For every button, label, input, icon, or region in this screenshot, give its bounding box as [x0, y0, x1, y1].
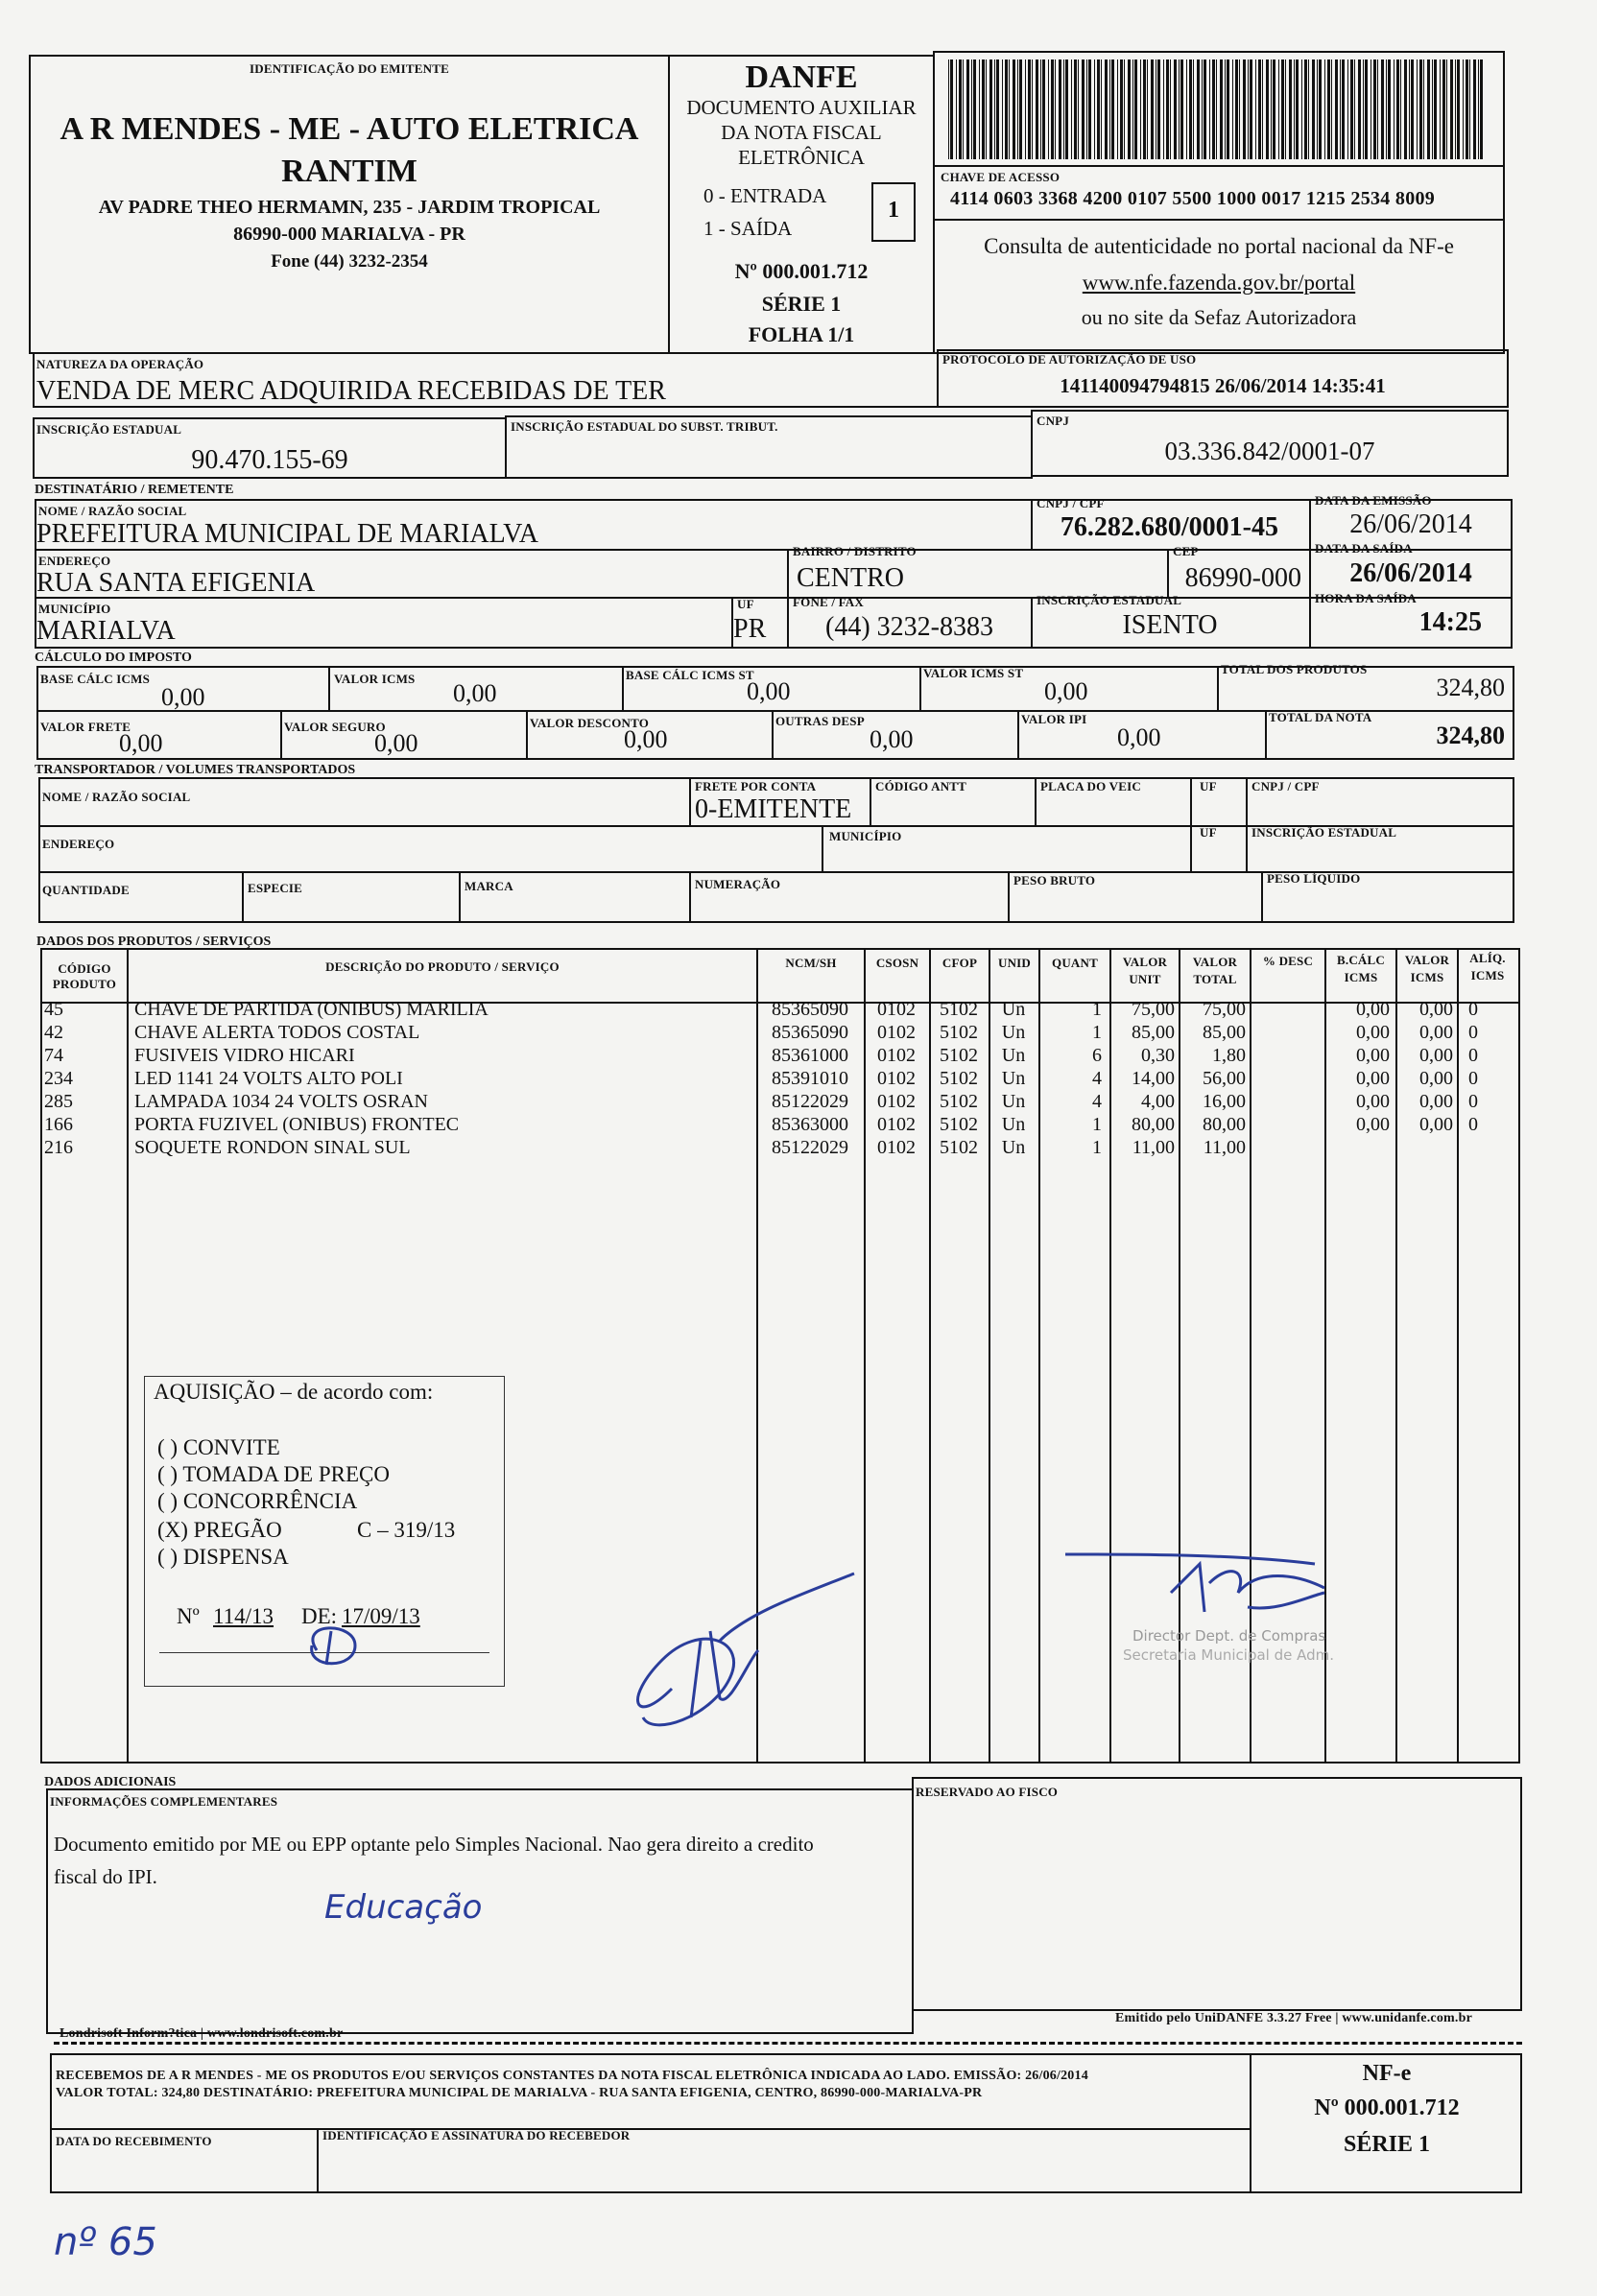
cell-descricao: PORTA FUZIVEL (ONIBUS) FRONTEC — [134, 1114, 460, 1135]
emitente-phone: Fone (44) 3232-2354 — [271, 251, 428, 272]
cell-cfop: 5102 — [940, 1091, 978, 1112]
cell-quant: 4 — [1092, 1068, 1102, 1089]
h-bcalc: B.CÁLC ICMS — [1337, 953, 1385, 984]
transp-peso-bruto-label: PESO BRUTO — [1013, 873, 1096, 888]
emitente-name-2: RANTIM — [281, 154, 417, 189]
danfe-folha: FOLHA 1/1 — [748, 322, 855, 346]
cell-vunit: 75,00 — [1132, 999, 1175, 1020]
frete-label: VALOR FRETE — [40, 720, 131, 734]
stamp-pregao-num: C – 319/13 — [357, 1518, 456, 1542]
dest-cnpj-label: CNPJ / CPF — [1037, 496, 1105, 510]
handwritten-note: nº 65 — [54, 2220, 157, 2264]
transp-uf2-label: UF — [1200, 825, 1217, 840]
info-line1: Documento emitido por ME ou EPP optante pelo Simples Nacional. Nao gera direito a credito — [54, 1833, 814, 1856]
cell-vtotal: 75,00 — [1203, 999, 1246, 1020]
cell-vunit: 14,00 — [1132, 1068, 1175, 1089]
dest-cep-label: CEP — [1173, 544, 1199, 558]
imposto-section: CÁLCULO DO IMPOSTO — [35, 651, 192, 665]
cell-unid: Un — [1001, 1068, 1026, 1089]
dest-ie-label: INSCRIÇÃO ESTADUAL — [1037, 593, 1182, 607]
cell-unid: Un — [1001, 1045, 1026, 1066]
produtos-section: DADOS DOS PRODUTOS / SERVIÇOS — [36, 935, 272, 949]
total-nota-label: TOTAL DA NOTA — [1269, 710, 1372, 724]
transp-especie-label: ESPECIE — [248, 881, 303, 895]
footer-right[interactable]: Emitido pelo UniDANFE 3.3.27 Free | www.unidanfe.com.br — [1115, 2011, 1472, 2025]
transp-municipio-label: MUNICÍPIO — [829, 829, 902, 843]
cell-csosn: 0102 — [877, 1045, 916, 1066]
cell-cfop: 5102 — [940, 999, 978, 1020]
danfe-saida: 1 - SAÍDA — [703, 217, 793, 240]
cell-bcalc: 0,00 — [1356, 1091, 1390, 1112]
cell-codigo: 216 — [44, 1137, 73, 1158]
cell-aliq: 0 — [1468, 1114, 1478, 1135]
transp-endereco-label: ENDEREÇO — [42, 837, 115, 851]
cell-descricao: LAMPADA 1034 24 VOLTS OSRAN — [134, 1091, 428, 1112]
h-desc: % DESC — [1262, 954, 1314, 968]
h-quant: QUANT — [1052, 956, 1098, 970]
stamp-pregao: (X) PREGÃO — [157, 1518, 282, 1542]
seguro: 0,00 — [374, 729, 418, 757]
cell-ncm: 85122029 — [772, 1137, 848, 1158]
seguro-label: VALOR SEGURO — [284, 720, 386, 734]
cell-cfop: 5102 — [940, 1137, 978, 1158]
stamp-de-label: DE: — [301, 1604, 338, 1628]
stamp-data: 17/09/13 — [342, 1604, 420, 1628]
cell-ncm: 85391010 — [772, 1068, 848, 1089]
handwritten-educacao: Educação — [324, 1888, 483, 1927]
dest-municipio-label: MUNICÍPIO — [38, 602, 111, 616]
valor-st: 0,00 — [1044, 677, 1088, 705]
transp-nome-label: NOME / RAZÃO SOCIAL — [42, 790, 191, 804]
cell-csosn: 0102 — [877, 1068, 916, 1089]
cell-vicms: 0,00 — [1419, 1022, 1453, 1043]
transp-peso-liq-label: PESO LÍQUIDO — [1267, 871, 1361, 886]
cell-bcalc: 0,00 — [1356, 1068, 1390, 1089]
cell-vicms: 0,00 — [1419, 1091, 1453, 1112]
cell-vtotal: 1,80 — [1212, 1045, 1246, 1066]
destinatario-section: DESTINATÁRIO / REMETENTE — [35, 483, 234, 497]
cell-vunit: 11,00 — [1132, 1137, 1175, 1158]
transp-marca-label: MARCA — [465, 879, 513, 893]
emitente-section-label: IDENTIFICAÇÃO DO EMITENTE — [250, 61, 449, 76]
canhoto-assinatura-label: IDENTIFICAÇÃO E ASSINATURA DO RECEBEDOR — [322, 2128, 631, 2142]
cell-codigo: 74 — [44, 1045, 63, 1066]
canhoto-line2: VALOR TOTAL: 324,80 DESTINATÁRIO: PREFEITURA MUNICIPAL DE MARIALVA - RUA SANTA EFIGENIA, CENTRO, 86990-000-MARIALVA-PR — [56, 2086, 983, 2100]
signature-2 — [1056, 1526, 1344, 1669]
transportador-section: TRANSPORTADOR / VOLUMES TRANSPORTADOS — [35, 763, 356, 777]
cell-cfop: 5102 — [940, 1045, 978, 1066]
footer-left[interactable]: Londrisoft Inform?tica | www.londrisoft.com.br — [60, 2026, 344, 2041]
stamp-tomada: ( ) TOMADA DE PREÇO — [157, 1462, 390, 1486]
dest-saida: 26/06/2014 — [1349, 558, 1472, 588]
emitente-address: AV PADRE THEO HERMAMN, 235 - JARDIM TROPICAL — [98, 197, 601, 218]
cell-vunit: 4,00 — [1141, 1091, 1175, 1112]
cell-ncm: 85122029 — [772, 1091, 848, 1112]
cell-aliq: 0 — [1468, 1068, 1478, 1089]
natureza-label: NATUREZA DA OPERAÇÃO — [36, 357, 204, 371]
cell-csosn: 0102 — [877, 1091, 916, 1112]
outras: 0,00 — [870, 725, 914, 753]
h-ncm: NCM/SH — [785, 956, 837, 970]
canhoto-serie: SÉRIE 1 — [1343, 2132, 1431, 2157]
cell-ncm: 85361000 — [772, 1045, 848, 1066]
dest-bairro: CENTRO — [797, 563, 904, 593]
dest-saida-label: DATA DA SAÍDA — [1315, 541, 1413, 556]
dest-fone: (44) 3232-8383 — [825, 612, 993, 642]
dest-bairro-label: BAIRRO / DISTRITO — [793, 544, 917, 558]
ipi-label: VALOR IPI — [1021, 712, 1087, 726]
cell-csosn: 0102 — [877, 1114, 916, 1135]
cell-aliq: 0 — [1468, 1091, 1478, 1112]
cell-vunit: 80,00 — [1132, 1114, 1175, 1135]
transp-placa-label: PLACA DO VEIC — [1040, 779, 1141, 793]
dest-municipio: MARIALVA — [36, 616, 176, 646]
danfe-sub1: DOCUMENTO AUXILIAR — [686, 96, 917, 119]
transp-ie-label: INSCRIÇÃO ESTADUAL — [1251, 825, 1397, 840]
cell-codigo: 234 — [44, 1068, 73, 1089]
cell-vtotal: 16,00 — [1203, 1091, 1246, 1112]
total-prod: 324,80 — [1436, 674, 1505, 701]
cell-descricao: CHAVE DE PARTIDA (ONIBUS) MARILIA — [134, 999, 489, 1020]
cell-quant: 1 — [1092, 1137, 1102, 1158]
cell-quant: 1 — [1092, 999, 1102, 1020]
cell-quant: 4 — [1092, 1091, 1102, 1112]
cell-quant: 6 — [1092, 1045, 1102, 1066]
cell-codigo: 42 — [44, 1022, 63, 1043]
cell-descricao: CHAVE ALERTA TODOS COSTAL — [134, 1022, 420, 1043]
cell-ncm: 85365090 — [772, 1022, 848, 1043]
h-cfop: CFOP — [942, 956, 978, 970]
cell-csosn: 0102 — [877, 1137, 916, 1158]
cell-vtotal: 85,00 — [1203, 1022, 1246, 1043]
cell-aliq: 0 — [1468, 1045, 1478, 1066]
protocolo-label: PROTOCOLO DE AUTORIZAÇÃO DE USO — [942, 352, 1197, 367]
cell-vtotal: 56,00 — [1203, 1068, 1246, 1089]
stamp-convite: ( ) CONVITE — [157, 1435, 280, 1459]
total-nota: 324,80 — [1436, 722, 1505, 749]
cell-bcalc: 0,00 — [1356, 999, 1390, 1020]
natureza-value: VENDA DE MERC ADQUIRIDA RECEBIDAS DE TER — [36, 376, 666, 406]
base-st-label: BASE CÁLC ICMS ST — [626, 668, 754, 682]
base-icms: 0,00 — [161, 683, 205, 711]
cell-cfop: 5102 — [940, 1114, 978, 1135]
svg-text:Secretaria Municipal de Adm.: Secretaria Municipal de Adm. — [1123, 1646, 1335, 1664]
chave-label: CHAVE DE ACESSO — [941, 170, 1061, 184]
ipi: 0,00 — [1117, 723, 1161, 751]
dest-emissao-label: DATA DA EMISSÃO — [1315, 493, 1432, 508]
cell-bcalc: 0,00 — [1356, 1022, 1390, 1043]
cell-unid: Un — [1001, 1091, 1026, 1112]
cell-codigo: 45 — [44, 999, 63, 1020]
outras-label: OUTRAS DESP — [775, 714, 865, 728]
svg-text:Director Dept. de Compras: Director Dept. de Compras — [1132, 1627, 1326, 1645]
chave-value: 4114 0603 3368 4200 0107 5500 1000 0017 1215 2534 8009 — [950, 188, 1436, 209]
fisco-label: RESERVADO AO FISCO — [916, 1785, 1059, 1799]
cell-codigo: 285 — [44, 1091, 73, 1112]
transp-uf-label: UF — [1200, 779, 1217, 793]
dest-ie: ISENTO — [1122, 610, 1218, 640]
h-vicms: VALOR ICMS — [1404, 953, 1450, 984]
danfe-sub2: DA NOTA FISCAL — [721, 121, 882, 144]
barcode — [948, 59, 1491, 159]
ie-label: INSCRIÇÃO ESTADUAL — [36, 422, 182, 437]
transp-frete: 0-EMITENTE — [695, 794, 852, 824]
total-prod-label: TOTAL DOS PRODUTOS — [1221, 662, 1368, 676]
valor-st-label: VALOR ICMS ST — [923, 666, 1024, 680]
cell-quant: 1 — [1092, 1022, 1102, 1043]
dest-cep: 86990-000 — [1184, 563, 1301, 593]
dest-hora: 14:25 — [1418, 607, 1482, 637]
cell-vicms: 0,00 — [1419, 1068, 1453, 1089]
chave-url[interactable]: www.nfe.fazenda.gov.br/portal — [1082, 271, 1356, 295]
emitente-city: 86990-000 MARIALVA - PR — [233, 224, 465, 245]
dest-fone-label: FONE / FAX — [793, 595, 864, 609]
cell-cfop: 5102 — [940, 1022, 978, 1043]
danfe-serie: SÉRIE 1 — [761, 292, 842, 316]
base-icms-label: BASE CÁLC ICMS — [40, 672, 151, 686]
cell-vtotal: 80,00 — [1203, 1114, 1246, 1135]
adicionais-section: DADOS ADICIONAIS — [44, 1775, 177, 1789]
cell-descricao: SOQUETE RONDON SINAL SUL — [134, 1137, 411, 1158]
cell-unid: Un — [1001, 999, 1026, 1020]
danfe-sub3: ELETRÔNICA — [738, 146, 865, 169]
stamp-numero: 114/13 — [213, 1604, 274, 1628]
dest-uf-label: UF — [737, 597, 754, 611]
chave-consulta: Consulta de autenticidade no portal nacional da NF-e — [984, 234, 1454, 258]
cell-csosn: 0102 — [877, 999, 916, 1020]
dest-endereco-label: ENDEREÇO — [38, 554, 111, 568]
dest-emissao: 26/06/2014 — [1349, 509, 1472, 539]
cell-quant: 1 — [1092, 1114, 1102, 1135]
chave-sefaz: ou no site da Sefaz Autorizadora — [1081, 305, 1357, 329]
canhoto-separator — [54, 2042, 1522, 2045]
cell-unid: Un — [1001, 1114, 1026, 1135]
h-vtotal: VALOR TOTAL — [1192, 955, 1238, 986]
cell-descricao: FUSIVEIS VIDRO HICARI — [134, 1045, 355, 1066]
dest-uf: PR — [733, 614, 767, 644]
cell-unid: Un — [1001, 1022, 1026, 1043]
cell-vunit: 0,30 — [1141, 1045, 1175, 1066]
h-unid: UNID — [997, 956, 1032, 970]
stamp-title: AQUISIÇÃO – de acordo com: — [154, 1380, 434, 1404]
desconto: 0,00 — [624, 725, 668, 753]
cell-ncm: 85363000 — [772, 1114, 848, 1135]
transp-frete-label: FRETE POR CONTA — [695, 779, 817, 793]
protocolo-value: 141140094794815 26/06/2014 14:35:41 — [1060, 374, 1386, 397]
h-vunit: VALOR UNIT — [1122, 955, 1168, 986]
dest-cnpj: 76.282.680/0001-45 — [1060, 512, 1278, 542]
cell-vicms: 0,00 — [1419, 1114, 1453, 1135]
cell-vunit: 85,00 — [1132, 1022, 1175, 1043]
danfe-tipo: 1 — [888, 198, 899, 223]
base-st: 0,00 — [747, 677, 791, 705]
cell-vicms: 0,00 — [1419, 999, 1453, 1020]
info-line2: fiscal do IPI. — [54, 1865, 157, 1888]
danfe-entrada: 0 - ENTRADA — [703, 184, 827, 207]
signature-stamp — [278, 1612, 384, 1679]
stamp-dispensa: ( ) DISPENSA — [157, 1545, 289, 1569]
canhoto-nfe: NF-e — [1362, 2061, 1412, 2086]
valor-icms: 0,00 — [453, 679, 497, 707]
valor-icms-label: VALOR ICMS — [334, 672, 416, 686]
h-csosn: CSOSN — [875, 956, 919, 970]
transp-cnpj-label: CNPJ / CPF — [1251, 779, 1320, 793]
h-codigo: CÓDIGO PRODUTO — [52, 961, 117, 991]
cell-ncm: 85365090 — [772, 999, 848, 1020]
dest-hora-label: HORA DA SAÍDA — [1315, 591, 1417, 605]
emitente-name: A R MENDES - ME - AUTO ELETRICA — [60, 111, 639, 147]
ie-st-label: INSCRIÇÃO ESTADUAL DO SUBST. TRIBUT. — [511, 419, 778, 434]
transp-numeracao-label: NUMERAÇÃO — [695, 877, 781, 891]
h-descricao: DESCRIÇÃO DO PRODUTO / SERVIÇO — [325, 959, 560, 974]
cell-csosn: 0102 — [877, 1022, 916, 1043]
canhoto-data-label: DATA DO RECEBIMENTO — [56, 2134, 212, 2148]
ie-value: 90.470.155-69 — [191, 445, 348, 475]
danfe-numero: Nº 000.001.712 — [734, 259, 869, 283]
info-label: INFORMAÇÕES COMPLEMENTARES — [50, 1794, 278, 1809]
frete: 0,00 — [119, 729, 163, 757]
stamp-numero-label: Nº — [177, 1604, 200, 1628]
cell-descricao: LED 1141 24 VOLTS ALTO POLI — [134, 1068, 403, 1089]
canhoto-numero: Nº 000.001.712 — [1314, 2095, 1460, 2120]
transp-qtd-label: QUANTIDADE — [42, 883, 130, 897]
cell-aliq: 0 — [1468, 999, 1478, 1020]
dest-nome: PREFEITURA MUNICIPAL DE MARIALVA — [36, 519, 539, 549]
cnpj-label: CNPJ — [1037, 414, 1070, 428]
dest-nome-label: NOME / RAZÃO SOCIAL — [38, 504, 187, 518]
fisco-box — [912, 1777, 1522, 2011]
h-aliq: ALÍQ. ICMS — [1469, 951, 1506, 982]
cell-codigo: 166 — [44, 1114, 73, 1135]
cell-vtotal: 11,00 — [1203, 1137, 1246, 1158]
stamp-concorrencia: ( ) CONCORRÊNCIA — [157, 1489, 358, 1513]
cell-bcalc: 0,00 — [1356, 1114, 1390, 1135]
cell-aliq: 0 — [1468, 1022, 1478, 1043]
transp-antt-label: CÓDIGO ANTT — [875, 779, 967, 793]
cnpj-value: 03.336.842/0001-07 — [1164, 437, 1375, 465]
danfe-title: DANFE — [745, 59, 858, 95]
canhoto-line1: RECEBEMOS DE A R MENDES - ME OS PRODUTOS E/OU SERVIÇOS CONSTANTES DA NOTA FISCAL ELETRÔNICA INDICADA AO LADO. EMISSÃO: 26/06/2014 — [56, 2069, 1088, 2083]
dest-endereco: RUA SANTA EFIGENIA — [36, 568, 316, 598]
cell-cfop: 5102 — [940, 1068, 978, 1089]
desconto-label: VALOR DESCONTO — [530, 716, 650, 730]
cell-unid: Un — [1001, 1137, 1026, 1158]
cell-vicms: 0,00 — [1419, 1045, 1453, 1066]
signature-1 — [614, 1554, 883, 1737]
cell-bcalc: 0,00 — [1356, 1045, 1390, 1066]
